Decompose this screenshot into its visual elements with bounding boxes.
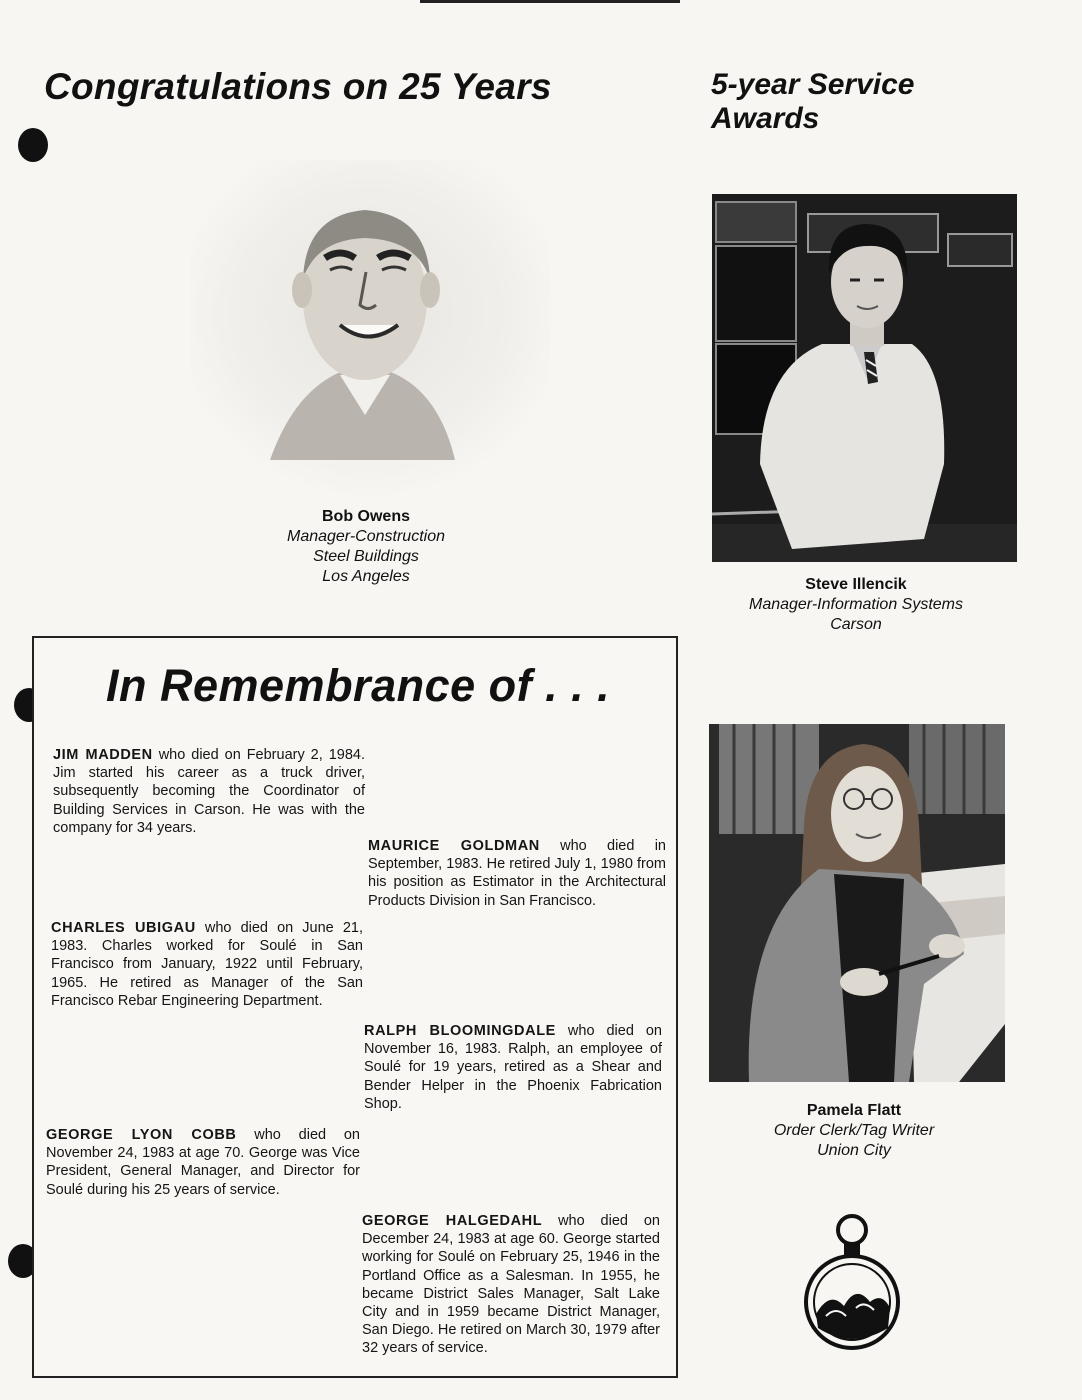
obituary-text: who died in September, 1983. He retired July 1, 1980 from his position as Estimator in the Architectural Products Division in San Francisco. <box>368 838 666 909</box>
obituary-charles-ubigau <box>51 919 363 1010</box>
obituary-name: MAURICE GOLDMAN <box>368 838 540 854</box>
award-name: Steve Illencik <box>805 576 907 593</box>
top-edge-rule <box>420 0 680 3</box>
binder-hole-top <box>18 128 48 162</box>
obituary-text: who died on June 21, 1983. Charles worked for Soulé in San Francisco from January, 1922 until February, 1965. He retired as Manager of the San Francisco Rebar Engineering Department. <box>51 920 363 1009</box>
obituary-name: RALPH BLOOMINGDALE <box>364 1023 556 1039</box>
five-year-heading: 5-year Service Awards <box>711 68 915 135</box>
pocket-watch-icon <box>800 1210 904 1350</box>
award-division: Steel Buildings <box>313 548 419 565</box>
obituary-ralph-bloomingdale <box>364 1022 662 1113</box>
obituary-george-lyon-cobb <box>46 1126 360 1199</box>
award-location: Carson <box>830 616 882 633</box>
bob-owens-photo <box>190 160 550 500</box>
award-title: Manager-Construction <box>286 528 445 545</box>
award-location: Union City <box>817 1142 891 1159</box>
award-name: Pamela Flatt <box>806 1102 902 1119</box>
congrats-heading: Congratulations on 25 Years <box>44 66 552 107</box>
award-title: Order Clerk/Tag Writer <box>773 1122 935 1139</box>
obituary-name: GEORGE LYON COBB <box>46 1127 237 1143</box>
pamela-flatt-photo <box>709 724 1005 1082</box>
obituary-jim-madden <box>53 746 365 837</box>
obituary-maurice-goldman <box>368 837 666 910</box>
obituary-name: JIM MADDEN <box>53 747 153 763</box>
remembrance-panel <box>32 636 678 1378</box>
obituary-text: who died on November 16, 1983. Ralph, an employee of Soulé for 19 years, retired as a Shear and Bender Helper in the Phoenix Fabrication Shop. <box>364 1023 662 1112</box>
award-name: Bob Owens <box>321 508 410 525</box>
award-location: Los Angeles <box>322 568 410 585</box>
obituary-text: who died on November 24, 1983 at age 70. George was Vice President, General Manager, and Director for Soulé during his 25 years of service. <box>46 1127 360 1198</box>
pamela-flatt-caption <box>740 1101 968 1161</box>
award-title: Manager-Information Systems <box>748 596 963 613</box>
remembrance-heading: In Remembrance of . . . <box>106 660 611 711</box>
obituary-name: GEORGE HALGEDAHL <box>362 1213 543 1229</box>
bob-owens-caption <box>246 507 486 587</box>
obituary-text: who died on February 2, 1984. Jim started his career as a truck driver, subsequently becoming the Coordinator of Building Services in Carson. He was with the company for 34 years. <box>53 747 365 836</box>
obituary-george-halgedahl <box>362 1212 660 1358</box>
steve-illencik-caption <box>720 575 992 635</box>
obituary-name: CHARLES UBIGAU <box>51 920 196 936</box>
obituary-text: who died on December 24, 1983 at age 60. George started working for Soulé on February 25, 1946 in the Portland Office as a Salesman. In 1955, he became District Sales Manager, Salt Lake City and in 1959 became District Manager, San Diego. He retired on March 30, 1979 after 32 years of service. <box>362 1213 660 1357</box>
steve-illencik-photo <box>712 194 1017 562</box>
